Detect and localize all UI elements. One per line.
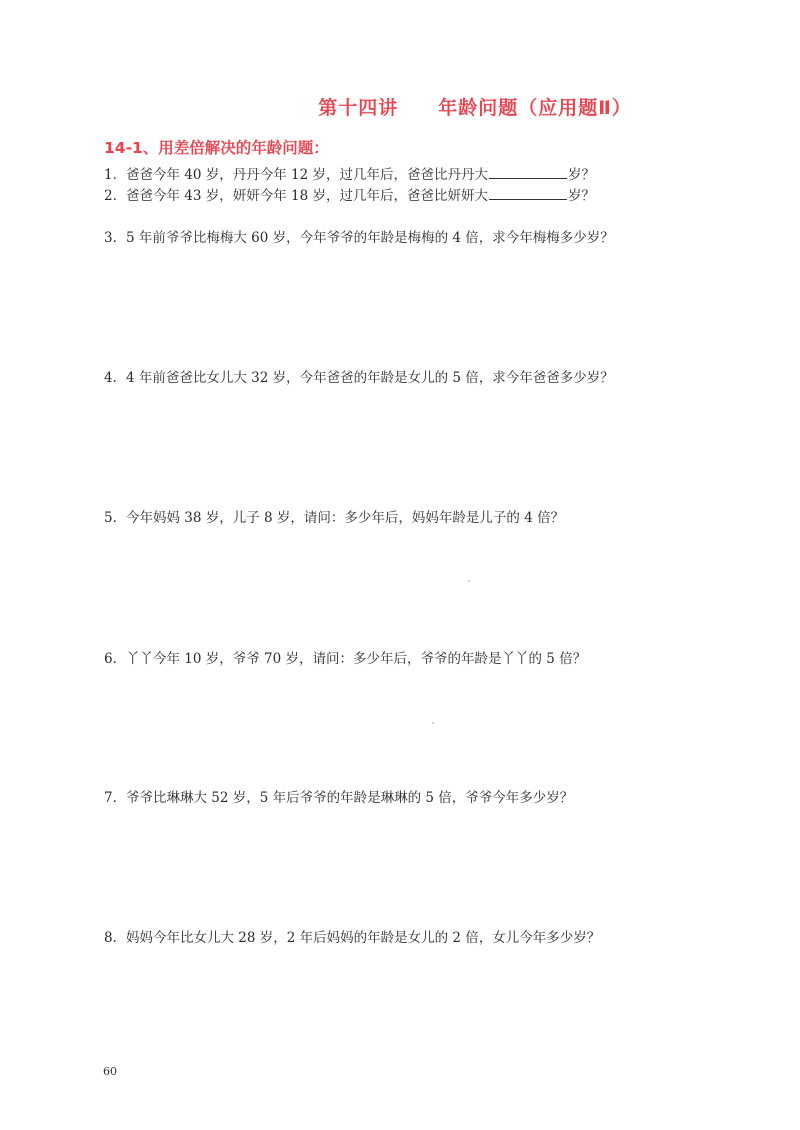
- lecture-topic: 年龄问题（应用题Ⅱ）: [438, 97, 632, 119]
- question-2: [104, 187, 595, 205]
- question-1: [104, 166, 595, 184]
- question-7: [104, 789, 573, 807]
- question-text: 5 年前爷爷比梅梅大 60 岁，今年爷爷的年龄是梅梅的 4 倍，求今年梅梅多少岁？: [126, 230, 614, 246]
- section-heading: 14-1、用差倍解决的年龄问题：: [104, 139, 329, 157]
- scan-speck: [432, 722, 434, 724]
- question-8: [104, 929, 600, 947]
- page-number: 60: [103, 1065, 117, 1078]
- question-number: 1．: [104, 167, 127, 183]
- question-text: 4 年前爸爸比女儿大 32 岁，今年爸爸的年龄是女儿的 5 倍，求今年爸爸多少岁？: [126, 370, 614, 386]
- question-text-suffix: 岁？: [568, 167, 596, 183]
- question-6: [104, 650, 586, 668]
- question-text: 丫丫今年 10 岁，爷爷 70 岁，请问：多少年后，爷爷的年龄是丫丫的 5 倍？: [126, 651, 587, 667]
- question-3: [104, 229, 614, 247]
- answer-blank[interactable]: [489, 166, 567, 179]
- question-text: 今年妈妈 38 岁，儿子 8 岁，请问：多少年后，妈妈年龄是儿子的 4 倍？: [126, 510, 565, 526]
- question-number: 7．: [104, 790, 127, 806]
- lecture-number: 第十四讲: [318, 97, 399, 119]
- answer-blank[interactable]: [489, 187, 567, 200]
- scan-speck: [468, 580, 470, 582]
- question-number: 4．: [104, 370, 127, 386]
- question-text: 爸爸今年 40 岁，丹丹今年 12 岁，过几年后，爸爸比丹丹大: [126, 167, 489, 183]
- page-title: [0, 93, 800, 120]
- question-text: 爷爷比琳琳大 52 岁，5 年后爷爷的年龄是琳琳的 5 倍，爷爷今年多少岁？: [126, 790, 574, 806]
- question-number: 2．: [104, 188, 127, 204]
- question-text-suffix: 岁？: [568, 188, 596, 204]
- question-text: 爸爸今年 43 岁，妍妍今年 18 岁，过几年后，爸爸比妍妍大: [126, 188, 489, 204]
- question-4: [104, 369, 614, 387]
- question-number: 8．: [104, 930, 127, 946]
- question-5: [104, 509, 564, 527]
- question-number: 6．: [104, 651, 127, 667]
- question-number: 5．: [104, 510, 127, 526]
- question-text: 妈妈今年比女儿大 28 岁，2 年后妈妈的年龄是女儿的 2 倍，女儿今年多少岁？: [126, 930, 601, 946]
- question-number: 3．: [104, 230, 127, 246]
